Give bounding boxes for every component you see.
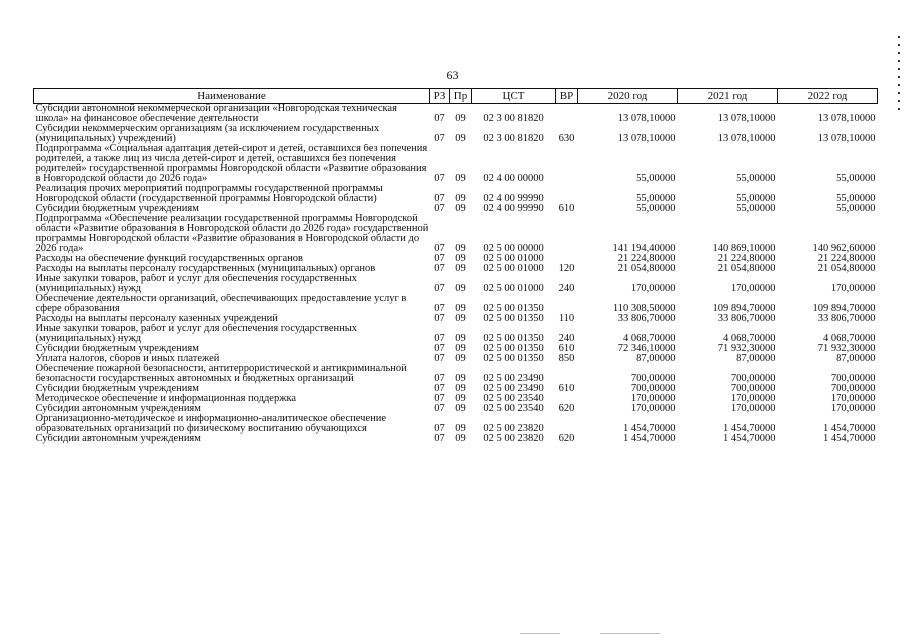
row-cst: 02 3 00 81820 — [483, 113, 544, 124]
row-name: Подпрограмма «Социальная адаптация детей-сирот и детей, оставшихся без попечения родителей, а также лиц из числа детей-сирот и детей, оставшихся без попечения родителей» государственной программы Новгородской области «Развитие образования в Новгородской области до 2026 года» — [35, 144, 428, 184]
row-cst: 02 5 00 01350 — [483, 354, 544, 364]
row-pr: 09 — [455, 243, 466, 254]
row-vr — [556, 364, 578, 384]
row-2021: 1 454,70000 — [723, 434, 776, 444]
row-2021: 109 894,70000 — [712, 303, 776, 314]
row-rz: 07 — [434, 113, 445, 124]
row-pr: 09 — [455, 264, 466, 274]
row-2020: 700,00000 — [630, 373, 676, 384]
row-rz: 07 — [434, 303, 445, 314]
row-2022: 4 068,70000 — [823, 333, 876, 344]
row-pr: 09 — [455, 344, 466, 354]
table-row — [34, 124, 878, 144]
row-cst: 02 5 00 23540 — [483, 394, 544, 404]
row-rz: 07 — [434, 254, 445, 264]
row-2021: 170,00000 — [730, 394, 776, 404]
header-2021: 2021 год — [678, 89, 778, 104]
row-2022: 55,00000 — [836, 173, 876, 184]
row-pr: 09 — [455, 204, 466, 214]
row-2021: 13 078,10000 — [717, 133, 776, 144]
row-vr: 630 — [558, 133, 575, 144]
row-rz: 07 — [434, 384, 445, 394]
row-rz: 07 — [434, 354, 445, 364]
row-2021: 21 224,80000 — [717, 254, 776, 264]
scan-artifact — [600, 633, 660, 634]
row-2021: 170,00000 — [730, 404, 776, 414]
row-pr: 09 — [455, 434, 466, 444]
row-2020: 1 454,70000 — [623, 423, 676, 434]
row-pr: 09 — [455, 404, 466, 414]
row-vr — [556, 184, 578, 204]
row-rz: 07 — [434, 394, 445, 404]
row-cst: 02 5 00 23820 — [483, 423, 544, 434]
row-name: Субсидии бюджетным учреждениям — [35, 384, 199, 394]
header-2020: 2020 год — [578, 89, 678, 104]
row-2021: 1 454,70000 — [723, 423, 776, 434]
row-name: Субсидии бюджетным учреждениям — [35, 344, 199, 354]
row-cst: 02 5 00 01350 — [483, 303, 544, 314]
row-pr: 09 — [455, 133, 466, 144]
row-2021: 33 806,70000 — [717, 314, 776, 324]
row-rz: 07 — [434, 434, 445, 444]
row-rz: 07 — [434, 373, 445, 384]
row-2020: 170,00000 — [630, 394, 676, 404]
table-row — [34, 204, 878, 214]
row-pr: 09 — [455, 254, 466, 264]
row-cst: 02 4 00 00000 — [483, 173, 544, 184]
row-rz: 07 — [434, 173, 445, 184]
row-2022: 170,00000 — [830, 394, 876, 404]
row-2020: 87,00000 — [636, 354, 676, 364]
row-vr: 610 — [558, 344, 575, 354]
row-2022: 21 054,80000 — [817, 264, 876, 274]
row-name: Подпрограмма «Обеспечение реализации государственной программы Новгородской области «Развитие образования в Новгородской области до 2026 года» государственной программы Новгородской области «Развитие образования в Новгородской области до 2026 года» — [35, 214, 429, 254]
row-vr: 620 — [558, 434, 575, 444]
row-2020: 55,00000 — [636, 204, 676, 214]
header-pr: Пр — [450, 89, 472, 104]
row-2021: 700,00000 — [730, 384, 776, 394]
page-number: 63 — [446, 68, 459, 82]
row-name: Организационно-методическое и информационно-аналитическое обеспечение образовательных организаций по физическому воспитанию обучающихся — [35, 414, 386, 434]
row-pr: 09 — [455, 333, 466, 344]
row-cst: 02 5 00 23540 — [483, 404, 544, 414]
header-rz: РЗ — [430, 89, 450, 104]
row-vr — [556, 144, 578, 184]
row-2021: 13 078,10000 — [717, 113, 776, 124]
row-rz: 07 — [434, 333, 445, 344]
row-2022: 13 078,10000 — [817, 133, 876, 144]
row-cst: 02 4 00 99990 — [483, 204, 544, 214]
row-vr: 610 — [558, 384, 575, 394]
table-row — [34, 264, 878, 274]
scan-artifact — [520, 633, 560, 634]
row-name: Субсидии автономным учреждениям — [35, 434, 201, 444]
row-vr — [556, 254, 578, 264]
row-pr: 09 — [455, 283, 466, 294]
row-rz: 07 — [434, 243, 445, 254]
table-row — [34, 274, 878, 294]
row-vr — [556, 294, 578, 314]
table-row — [34, 294, 878, 314]
row-name: Иные закупки товаров, работ и услуг для обеспечения государственных (муниципальных) нужд — [35, 324, 358, 344]
row-2020: 33 806,70000 — [617, 314, 676, 324]
row-2021: 55,00000 — [736, 193, 776, 204]
row-vr — [556, 214, 578, 254]
row-vr: 610 — [558, 204, 575, 214]
row-rz: 07 — [434, 133, 445, 144]
row-2020: 72 346,10000 — [617, 344, 676, 354]
row-rz: 07 — [434, 204, 445, 214]
row-name: Субсидии автономным учреждениям — [35, 404, 201, 414]
row-2020: 4 068,70000 — [623, 333, 676, 344]
row-vr: 850 — [558, 354, 575, 364]
row-cst: 02 3 00 81820 — [483, 133, 544, 144]
row-vr — [556, 104, 578, 125]
row-2022: 170,00000 — [830, 404, 876, 414]
row-cst: 02 5 00 01000 — [483, 264, 544, 274]
row-2020: 55,00000 — [636, 193, 676, 204]
table-row — [34, 344, 878, 354]
row-name: Расходы на выплаты персоналу казенных учреждений — [35, 314, 278, 324]
row-2022: 71 932,30000 — [817, 344, 876, 354]
row-vr: 240 — [558, 283, 575, 294]
row-name: Реализация прочих мероприятий подпрограммы государственной программы Новгородской области (государственной программы Новгородской области) — [35, 184, 383, 204]
row-2022: 140 962,60000 — [812, 243, 876, 254]
row-2022: 1 454,70000 — [823, 423, 876, 434]
row-vr — [556, 414, 578, 434]
table-row — [34, 314, 878, 324]
row-rz: 07 — [434, 404, 445, 414]
row-cst: 02 5 00 01000 — [483, 254, 544, 264]
table-row — [34, 364, 878, 384]
row-pr: 09 — [455, 113, 466, 124]
table-row — [34, 104, 878, 125]
table-row — [34, 354, 878, 364]
header-2022: 2022 год — [778, 89, 878, 104]
budget-table — [33, 88, 878, 444]
row-name: Расходы на выплаты персоналу государственных (муниципальных) органов — [35, 264, 376, 274]
table-row — [34, 214, 878, 254]
table-row — [34, 144, 878, 184]
row-2021: 140 869,10000 — [712, 243, 776, 254]
row-name: Субсидии бюджетным учреждениям — [35, 204, 199, 214]
row-2021: 55,00000 — [736, 204, 776, 214]
row-cst: 02 5 00 23490 — [483, 384, 544, 394]
row-name: Методическое обеспечение и информационная поддержка — [35, 394, 297, 404]
row-pr: 09 — [455, 384, 466, 394]
row-rz: 07 — [434, 423, 445, 434]
row-vr: 120 — [558, 264, 575, 274]
row-2022: 87,00000 — [836, 354, 876, 364]
row-cst: 02 5 00 01350 — [483, 333, 544, 344]
table-row — [34, 404, 878, 414]
row-2022: 700,00000 — [830, 373, 876, 384]
header-name: Наименование — [34, 89, 430, 104]
row-2021: 87,00000 — [736, 354, 776, 364]
row-pr: 09 — [455, 173, 466, 184]
table-header-row — [34, 89, 878, 104]
row-rz: 07 — [434, 283, 445, 294]
row-2022: 13 078,10000 — [817, 113, 876, 124]
table-row — [34, 414, 878, 434]
table-row — [34, 394, 878, 404]
header-cst: ЦСТ — [472, 89, 556, 104]
scan-edge-marks — [898, 30, 901, 630]
table-row — [34, 324, 878, 344]
row-2020: 21 224,80000 — [617, 254, 676, 264]
row-vr: 620 — [558, 404, 575, 414]
row-name: Обеспечение пожарной безопасности, антитеррористической и антикриминальной безопасности государственных автономных и бюджетных организаций — [35, 364, 407, 384]
row-pr: 09 — [455, 314, 466, 324]
row-pr: 09 — [455, 303, 466, 314]
row-2022: 55,00000 — [836, 204, 876, 214]
row-name: Субсидии автономной некоммерческой организации «Новгородская техническая школа» на финансовое обеспечение деятельности — [35, 103, 397, 124]
row-rz: 07 — [434, 344, 445, 354]
table-row — [34, 254, 878, 264]
row-cst: 02 5 00 01350 — [483, 344, 544, 354]
row-cst: 02 5 00 00000 — [483, 243, 544, 254]
row-rz: 07 — [434, 264, 445, 274]
row-vr: 110 — [558, 314, 575, 324]
row-pr: 09 — [455, 193, 466, 204]
row-rz: 07 — [434, 314, 445, 324]
row-cst: 02 4 00 99990 — [483, 193, 544, 204]
row-2020: 55,00000 — [636, 173, 676, 184]
row-2020: 141 194,40000 — [612, 243, 676, 254]
row-2022: 33 806,70000 — [817, 314, 876, 324]
row-rz: 07 — [434, 193, 445, 204]
row-2021: 4 068,70000 — [723, 333, 776, 344]
row-2022: 170,00000 — [830, 283, 876, 294]
row-cst: 02 5 00 01000 — [483, 283, 544, 294]
row-name: Обеспечение деятельности организаций, обеспечивающих предоставление услуг в сфере образования — [35, 294, 407, 314]
row-2021: 55,00000 — [736, 173, 776, 184]
row-pr: 09 — [455, 423, 466, 434]
table-row — [34, 184, 878, 204]
row-2022: 700,00000 — [830, 384, 876, 394]
row-2020: 21 054,80000 — [617, 264, 676, 274]
row-2020: 700,00000 — [630, 384, 676, 394]
row-2022: 21 224,80000 — [817, 254, 876, 264]
row-2020: 110 308,50000 — [612, 303, 676, 314]
row-2021: 71 932,30000 — [717, 344, 776, 354]
row-2021: 170,00000 — [730, 283, 776, 294]
row-2020: 170,00000 — [630, 404, 676, 414]
row-2020: 1 454,70000 — [623, 434, 676, 444]
row-name: Уплата налогов, сборов и иных платежей — [35, 354, 220, 364]
table-row — [34, 434, 878, 444]
header-vr: ВР — [556, 89, 578, 104]
row-2022: 109 894,70000 — [812, 303, 876, 314]
table-row — [34, 384, 878, 394]
row-pr: 09 — [455, 394, 466, 404]
row-2020: 170,00000 — [630, 283, 676, 294]
row-2020: 13 078,10000 — [617, 133, 676, 144]
row-pr: 09 — [455, 354, 466, 364]
row-name: Расходы на обеспечение функций государственных органов — [35, 254, 303, 264]
row-name: Субсидии некоммерческим организациям (за исключением государственных (муниципальных) учреждений) — [35, 124, 380, 144]
row-cst: 02 5 00 23490 — [483, 373, 544, 384]
row-cst: 02 5 00 01350 — [483, 314, 544, 324]
row-vr: 240 — [558, 333, 575, 344]
row-name: Иные закупки товаров, работ и услуг для обеспечения государственных (муниципальных) нужд — [35, 274, 358, 294]
row-2021: 700,00000 — [730, 373, 776, 384]
row-cst: 02 5 00 23820 — [483, 434, 544, 444]
row-2022: 1 454,70000 — [823, 434, 876, 444]
row-vr — [556, 394, 578, 404]
row-2022: 55,00000 — [836, 193, 876, 204]
row-2020: 13 078,10000 — [617, 113, 676, 124]
row-2021: 21 054,80000 — [717, 264, 776, 274]
row-pr: 09 — [455, 373, 466, 384]
